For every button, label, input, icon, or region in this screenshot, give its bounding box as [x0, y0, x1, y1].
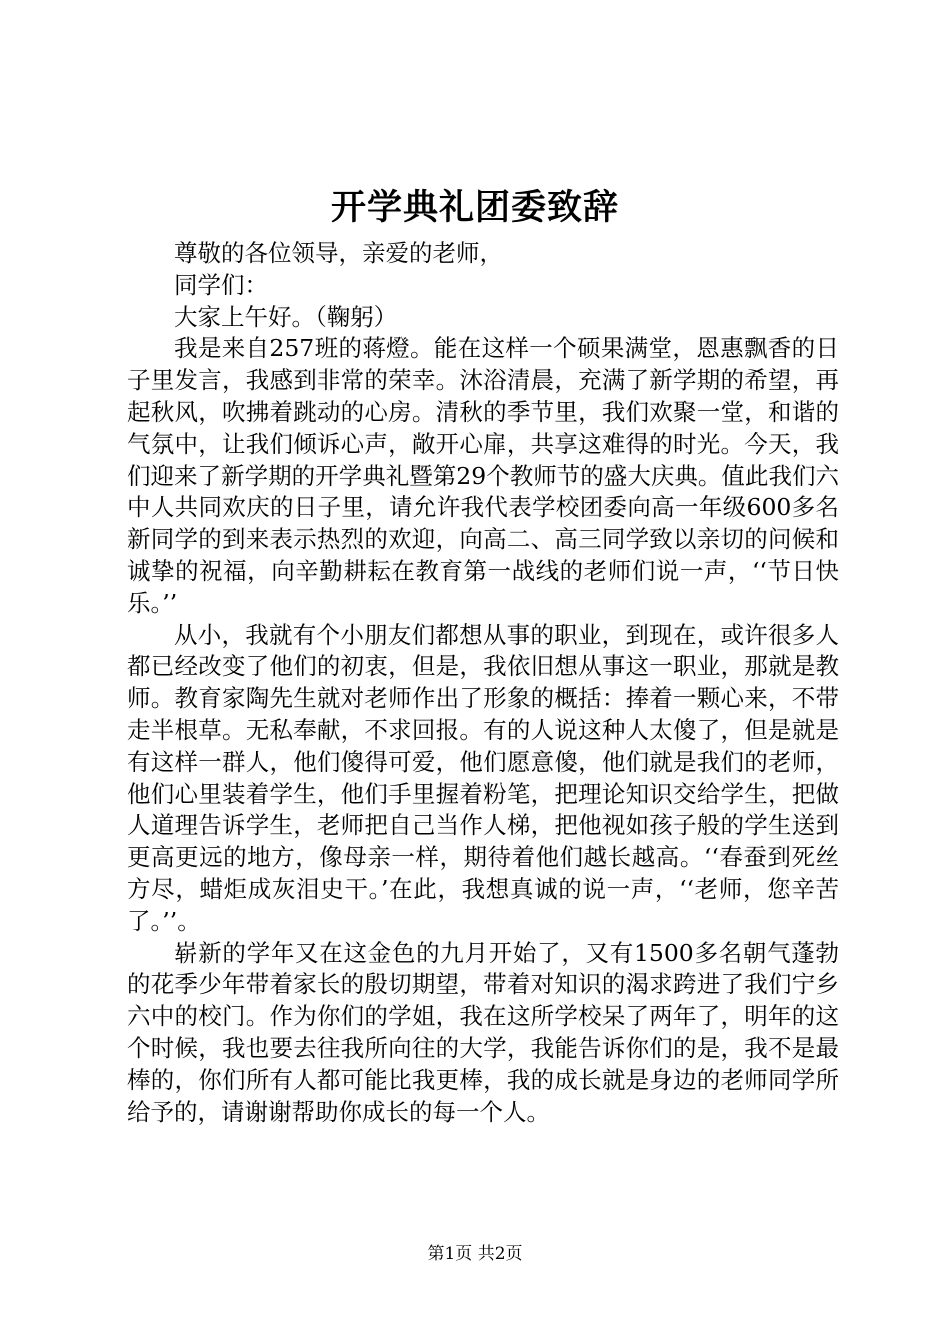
- greeting-line: 大家上午好。（鞠躬）: [174, 302, 398, 331]
- salutation-line: 尊敬的各位领导，亲爱的老师，: [174, 239, 503, 267]
- body-paragraph: 崭新的学年又在这金色的九月开始了，又有1500多名朝气蓬勃的花季少年带着家长的殷切期望，带着对知识的渴求跨进了我们宁乡六中的校门。作为你们的学姐，我在这所学校呆了两年了，明年的这个时候，我也要去往我所向往的大学，我能告诉你们的是，我不是最棒的，你们所有人都可能比我更棒，我的成长就是身边的老师同学所给予的，请谢谢帮助你成长的每一个人。: [127, 938, 839, 1126]
- document-body: [127, 238, 839, 1128]
- body-paragraph: 从小，我就有个小朋友们都想从事的职业，到现在，或许很多人都已经改变了他们的初衷，但是，我依旧想从事这一职业，那就是教师。教育家陶先生就对老师作出了形象的概括：捧着一颗心来，不带走半根草。无私奉献，不求回报。有的人说这种人太傻了，但是就是有这样一群人，他们傻得可爱，他们愿意傻，他们就是我们的老师，他们心里装着学生，他们手里握着粉笔，把理论知识交给学生，把做人道理告诉学生，老师把自己当作人梯，把他视如孩子般的学生送到更高更远的地方，像母亲一样，期待着他们越长越高。‘‘春蚕到死丝方尽，蜡炬成灰泪史干。’在此，我想真诚的说一声，‘‘老师，您辛苦了。’’。: [127, 620, 839, 935]
- salutation-line: 同学们：: [174, 270, 268, 299]
- document-title: 开学典礼团委致辞: [330, 187, 619, 228]
- page-number-footer: 第1页 共2页: [427, 1244, 523, 1264]
- body-paragraph: 我是来自257班的蒋燈。能在这样一个硕果满堂，恩惠飘香的日子里发言，我感到非常的荣幸。沐浴清晨，充满了新学期的希望，再起秋风，吹拂着跳动的心房。清秋的季节里，我们欢聚一堂，和谐的气氛中，让我们倾诉心声，敞开心扉，共享这难得的时光。今天，我们迎来了新学期的开学典礼暨第29个教师节的盛大庆典。值此我们六中人共同欢庆的日子里，请允许我代表学校团委向高一年级600多名新同学的到来表示热烈的欢迎，向高二、高三同学致以亲切的问候和诚挚的祝福，向辛勤耕耘在教育第一战线的老师们说一声，‘‘节日快乐。’’: [127, 334, 839, 617]
